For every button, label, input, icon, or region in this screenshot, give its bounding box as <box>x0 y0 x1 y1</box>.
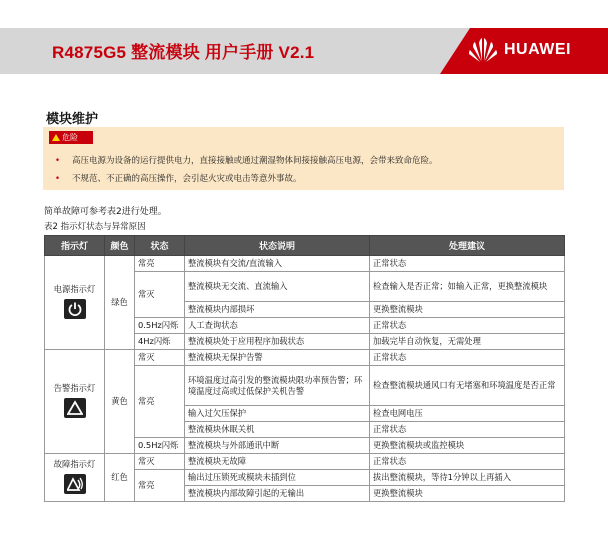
table-row <box>45 350 565 366</box>
state-cell: 常亮 <box>135 366 185 438</box>
description-cell: 整流模块内部故障引起的无输出 <box>185 486 370 502</box>
table-header-row <box>45 236 565 256</box>
color-cell: 绿色 <box>105 256 135 350</box>
state-cell: 常亮 <box>135 256 185 272</box>
header-advice: 处理建议 <box>370 236 565 256</box>
warning-triangle-icon <box>52 134 60 141</box>
indicator-name: 电源指示灯 <box>53 284 96 295</box>
description-cell: 整流模块有交流/直流输入 <box>185 256 370 272</box>
table-body <box>45 256 565 502</box>
table-row <box>45 454 565 470</box>
indicator-table <box>44 235 565 502</box>
table-row <box>45 256 565 272</box>
advice-cell: 检查输入是否正常；如输入正常，更换整流模块 <box>370 272 565 302</box>
state-cell: 常亮 <box>135 470 185 502</box>
section-title: 模块维护 <box>46 112 99 127</box>
state-cell: 常灭 <box>135 454 185 470</box>
indicator-cell <box>45 256 105 350</box>
table-caption: 表2 指示灯状态与异常原因 <box>44 222 146 232</box>
header-banner <box>0 28 608 74</box>
danger-label: 危险 <box>62 133 78 142</box>
header-color: 颜色 <box>105 236 135 256</box>
indicator-name: 告警指示灯 <box>53 383 96 394</box>
huawei-logo <box>468 37 571 63</box>
description-cell: 人工查询状态 <box>185 318 370 334</box>
bullet-icon: • <box>55 156 61 166</box>
description-cell: 输出过压锁死或模块未插到位 <box>185 470 370 486</box>
advice-cell: 正常状态 <box>370 454 565 470</box>
danger-item: • 高压电源为设备的运行提供电力，直接接触或通过潮湿物体间接接触高压电源，会带来致命危险。 <box>55 156 438 166</box>
danger-tag <box>49 131 93 144</box>
state-cell: 4Hz闪烁 <box>135 334 185 350</box>
document-title: R4875G5 整流模块 用户手册 V2.1 <box>52 43 315 62</box>
advice-cell: 拔出整流模块，等待1分钟以上再插入 <box>370 470 565 486</box>
description-cell: 环境温度过高引发的整流模块限功率预告警；环境温度过高或过低保护关机告警 <box>185 366 370 406</box>
bullet-icon: • <box>55 174 61 184</box>
advice-cell: 更换整流模块 <box>370 486 565 502</box>
advice-cell: 正常状态 <box>370 256 565 272</box>
description-cell: 整流模块无交流、直流输入 <box>185 272 370 302</box>
fault-icon <box>64 474 86 494</box>
color-cell: 红色 <box>105 454 135 502</box>
state-cell: 常灭 <box>135 350 185 366</box>
advice-cell: 检查电网电压 <box>370 406 565 422</box>
advice-cell: 正常状态 <box>370 350 565 366</box>
intro-text: 简单故障可参考表2进行处理。 <box>44 207 167 217</box>
advice-cell: 更换整流模块或监控模块 <box>370 438 565 454</box>
header-description: 状态说明 <box>185 236 370 256</box>
power-icon <box>64 299 86 319</box>
advice-cell: 正常状态 <box>370 422 565 438</box>
advice-cell: 更换整流模块 <box>370 302 565 318</box>
description-cell: 整流模块无故障 <box>185 454 370 470</box>
danger-item: • 不规范、不正确的高压操作，会引起火灾或电击等意外事故。 <box>55 174 302 184</box>
header-indicator: 指示灯 <box>45 236 105 256</box>
description-cell: 整流模块与外部通讯中断 <box>185 438 370 454</box>
color-cell: 黄色 <box>105 350 135 454</box>
state-cell: 0.5Hz闪烁 <box>135 318 185 334</box>
advice-cell: 正常状态 <box>370 318 565 334</box>
state-cell: 0.5Hz闪烁 <box>135 438 185 454</box>
indicator-name: 故障指示灯 <box>53 459 96 470</box>
brand-name: HUAWEI <box>504 41 571 58</box>
state-cell: 常灭 <box>135 272 185 318</box>
description-cell: 输入过欠压保护 <box>185 406 370 422</box>
header-state: 状态 <box>135 236 185 256</box>
huawei-flower-icon <box>468 37 498 63</box>
advice-cell: 加载完毕自动恢复，无需处理 <box>370 334 565 350</box>
description-cell: 整流模块处于应用程序加载状态 <box>185 334 370 350</box>
description-cell: 整流模块休眠关机 <box>185 422 370 438</box>
description-cell: 整流模块内部损坏 <box>185 302 370 318</box>
danger-notice <box>43 127 564 190</box>
alarm-icon <box>64 398 86 418</box>
indicator-cell <box>45 454 105 502</box>
advice-cell: 检查整流模块通风口有无堵塞和环境温度是否正常 <box>370 366 565 406</box>
indicator-cell <box>45 350 105 454</box>
description-cell: 整流模块无保护告警 <box>185 350 370 366</box>
